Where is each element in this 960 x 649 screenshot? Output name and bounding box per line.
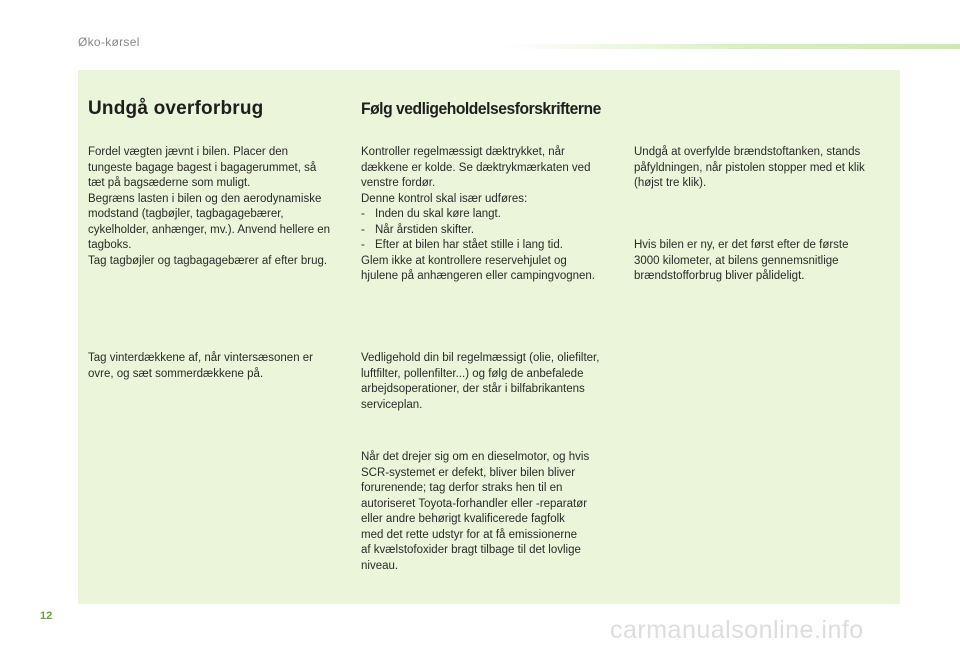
dash-bullet: -: [361, 223, 365, 236]
text-line: niveau.: [361, 559, 399, 572]
middle-paragraph-3: [361, 450, 623, 574]
text-line: med det rette udstyr for at få emissionerne: [361, 528, 578, 541]
middle-paragraph-2: [361, 351, 623, 413]
right-paragraph-2: [634, 238, 890, 285]
text-line: Fordel vægten jævnt i bilen. Placer den: [88, 146, 289, 158]
list-item-text: Når årstiden skifter.: [375, 223, 475, 236]
text-line: arbejdsoperationer, der står i bilfabrikantens: [361, 383, 585, 395]
text-line: af kvælstofoxider bragt tilbage til det lovlige: [361, 544, 581, 556]
text-line: 3000 kilometer, at bilens gennemsnitlige: [634, 254, 839, 267]
text-line: Glem ikke at kontrollere reservehjulet og: [361, 254, 567, 267]
text-line: Hvis bilen er ny, er det først efter de første: [634, 239, 849, 251]
left-paragraph-1: [88, 145, 348, 269]
page-number: 12: [40, 610, 53, 622]
list-item-text: Efter at bilen har stået stille i lang tid.: [375, 239, 563, 251]
text-line: dækkene er kolde. Se dæktrykmærkaten ved: [361, 161, 591, 174]
text-line: tungeste bagage bagest i bagagerummet, så: [88, 161, 317, 174]
text-line: serviceplan.: [361, 398, 423, 411]
text-line: (højst tre klik).: [634, 177, 707, 189]
text-line: Når det drejer sig om en dieselmotor, og hvis: [361, 451, 590, 463]
text-line: eller andre behørigt kvalificerede fagfolk: [361, 513, 565, 525]
text-line: venstre fordør.: [361, 177, 436, 189]
list-item-text: Inden du skal køre langt.: [375, 208, 501, 220]
text-line: cykelholder, anhænger, mv.). Anvend hellere en: [88, 223, 331, 236]
list-item: [361, 223, 621, 239]
middle-paragraph-1: [361, 145, 621, 285]
heading-maintenance: Følg vedligeholdelsesforskrifterne: [361, 99, 601, 118]
text-line: Undgå at overfylde brændstoftanken, stands: [634, 146, 861, 158]
text-line: luftfilter, pollenfilter...) og følg de anbefalede: [361, 367, 584, 380]
text-line: tagboks.: [88, 239, 132, 251]
text-line: ovre, og sæt sommerdækkene på.: [88, 367, 264, 380]
list-item: [361, 238, 621, 254]
left-paragraph-2: [88, 351, 348, 382]
text-line: Tag vinterdækkene af, når vintersæsonen er: [88, 352, 314, 364]
text-line: hjulene på anhængeren eller campingvognen.: [361, 270, 596, 282]
text-line: Denne kontrol skal især udføres:: [361, 192, 528, 205]
text-line: modstand (tagbøjler, tagbagagebærer,: [88, 208, 284, 220]
text-line: SCR-systemet er defekt, bliver bilen bliver: [361, 466, 576, 479]
text-line: Kontroller regelmæssigt dæktrykket, når: [361, 146, 565, 158]
text-line: brændstofforbrug bliver pålideligt.: [634, 270, 805, 282]
watermark: carmanualsonline.info: [610, 616, 864, 644]
text-line: påfyldningen, når pistolen stopper med et klik: [634, 161, 865, 174]
heading-avoid-overconsumption: Undgå overforbrug: [88, 98, 264, 119]
dash-bullet: -: [361, 208, 365, 220]
list-item: [361, 207, 621, 223]
text-line: autoriseret Toyota-forhandler eller -reparatør: [361, 497, 588, 510]
dash-bullet: -: [361, 239, 365, 251]
text-line: Begræns lasten i bilen og den aerodynamiske: [88, 192, 322, 205]
text-line: Vedligehold din bil regelmæssigt (olie, oliefilter,: [361, 352, 600, 364]
right-paragraph-1: [634, 145, 890, 192]
header-rule: [500, 44, 960, 49]
section-title: Øko-kørsel: [78, 35, 140, 49]
text-line: forurenende; tag derfor straks hen til en: [361, 482, 563, 494]
text-line: tæt på bagsæderne som muligt.: [88, 177, 251, 189]
text-line: Tag tagbøjler og tagbagagebærer af efter brug.: [88, 254, 328, 267]
